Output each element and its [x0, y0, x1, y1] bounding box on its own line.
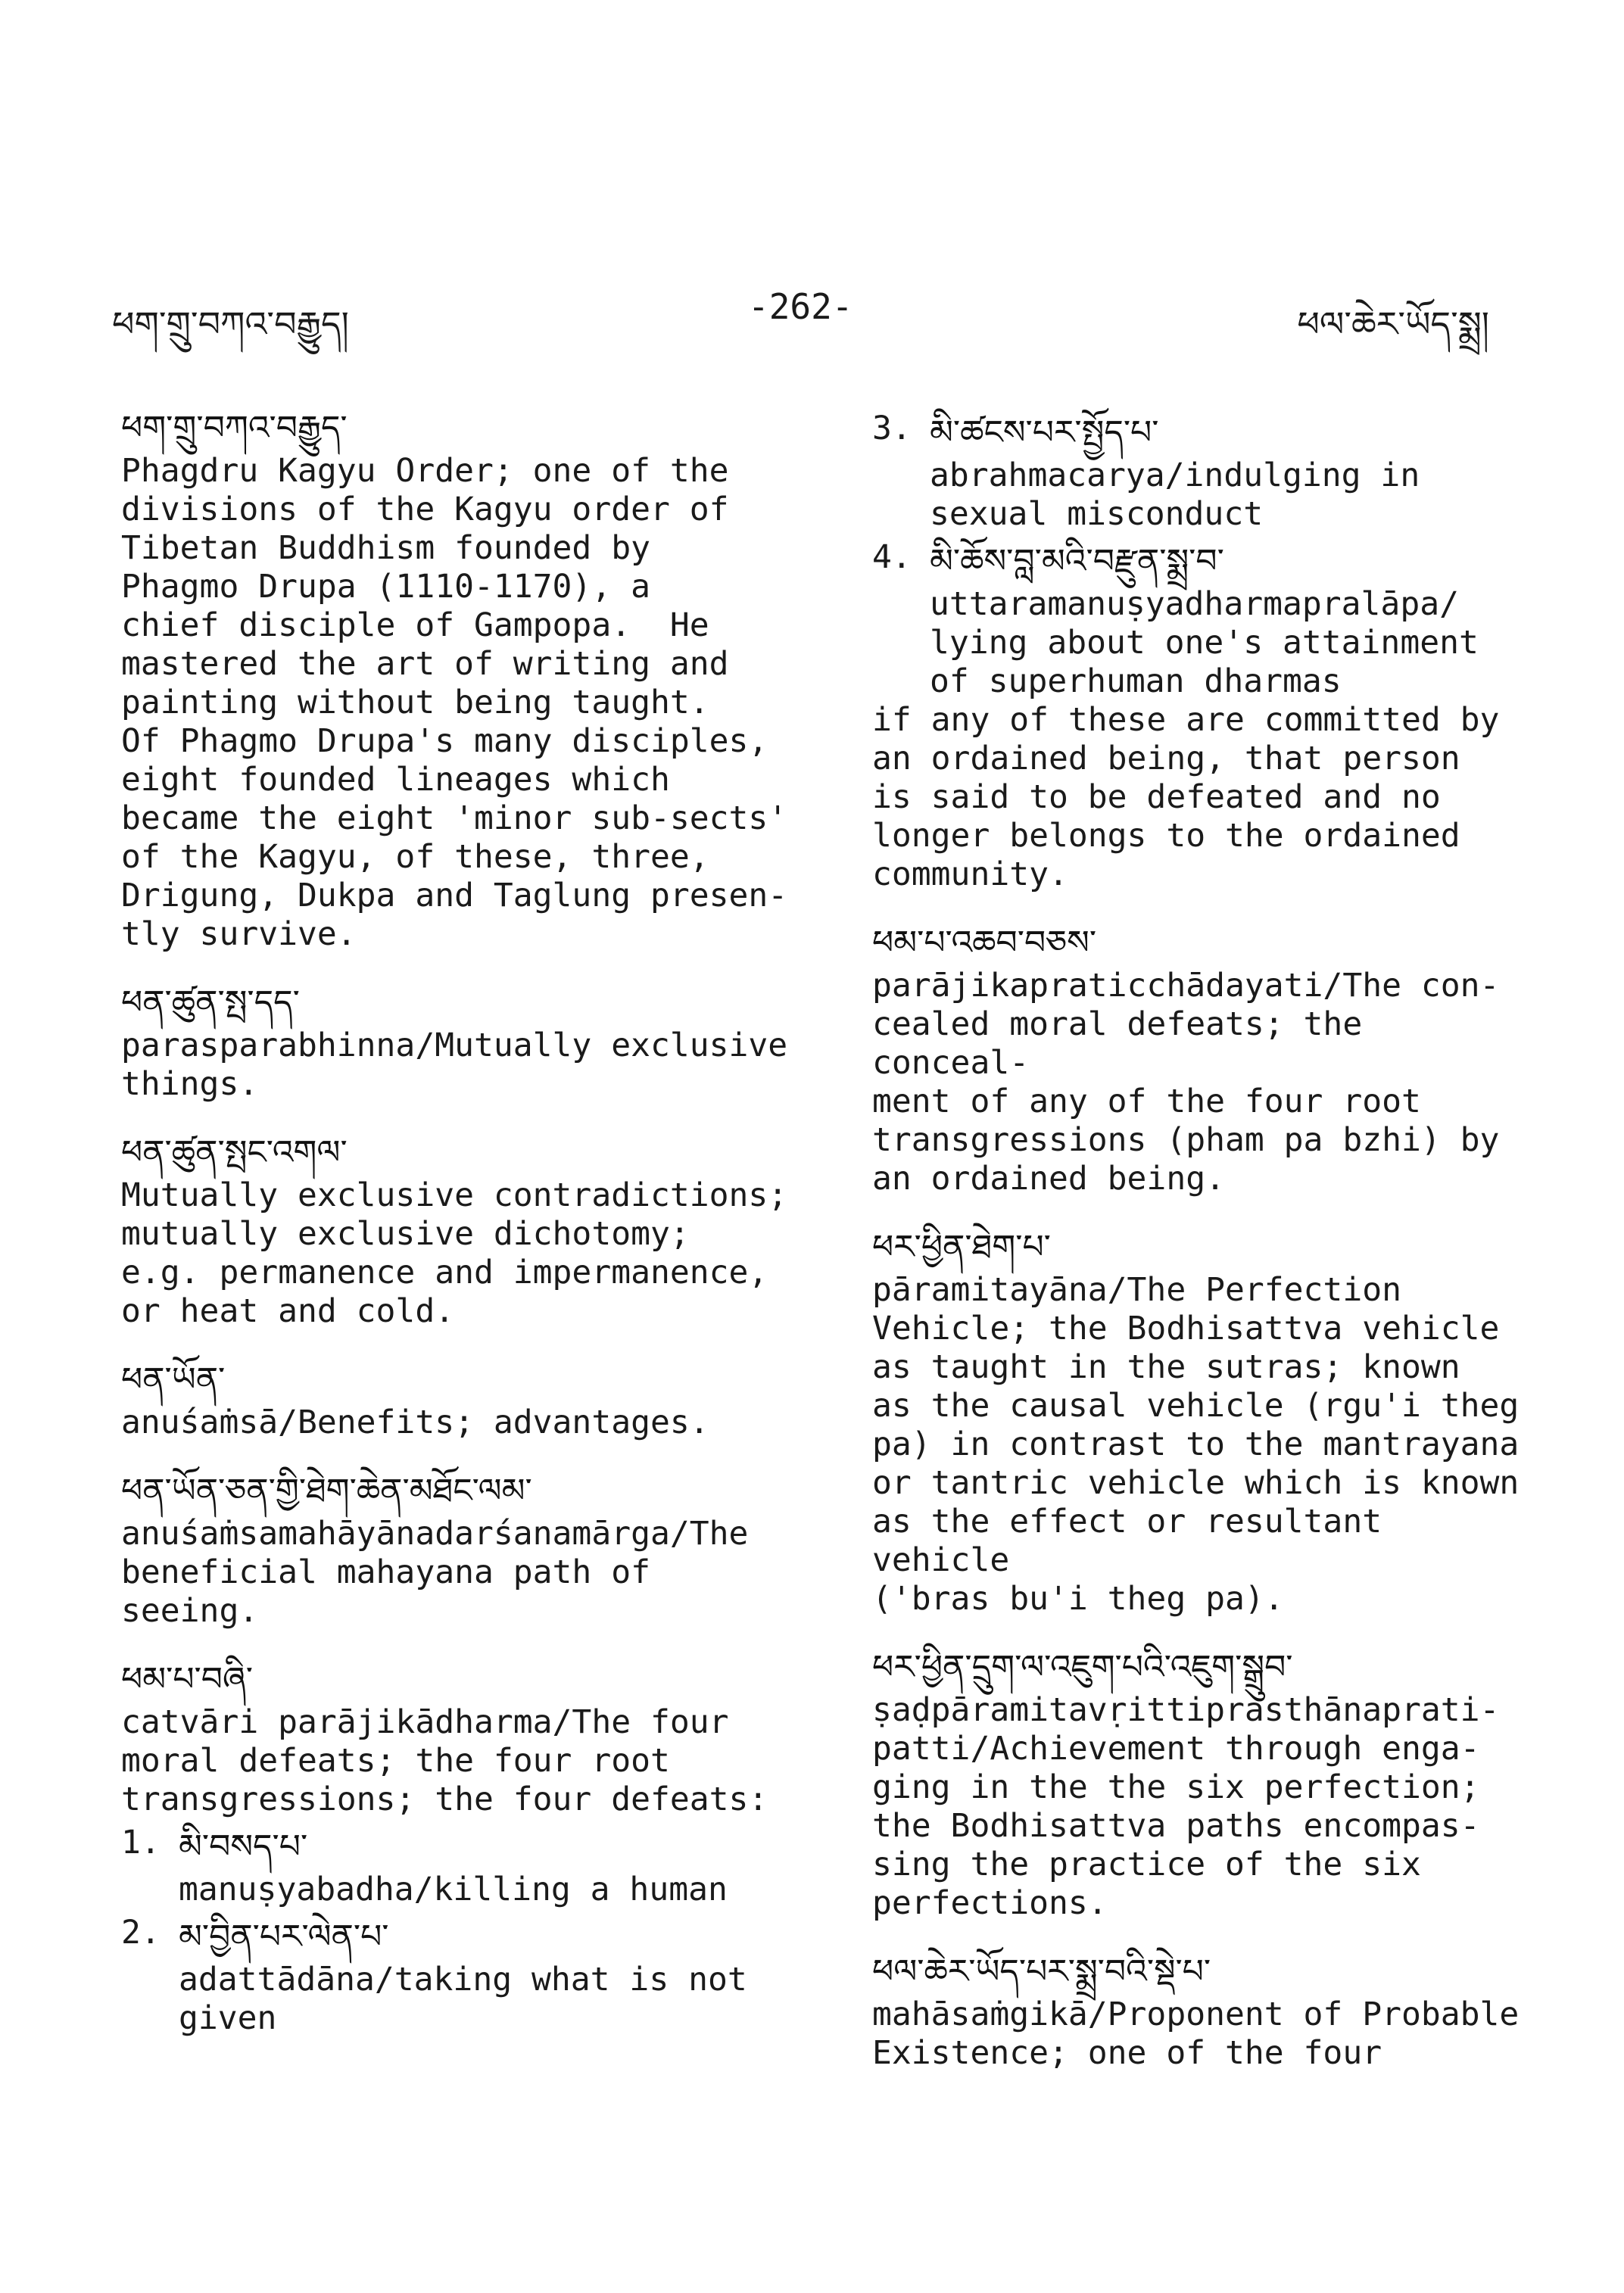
entry-definition: anuśaṁsā/Benefits; advantages. [121, 1404, 709, 1441]
entry-term: ཕམ་པ་འཆབ་བཅས་ [872, 924, 1097, 962]
glossary-entry [121, 980, 795, 1104]
entry-term: ཕམ་པ་བཞི་ [121, 1660, 254, 1699]
entry-definition: mahāsaṁgikā/Proponent of Probable Existence; one of the four [872, 1995, 1520, 2072]
list-item-term: མ་བྱིན་པར་ལེན་པ་ [179, 1918, 389, 1956]
list-continuation [872, 410, 1538, 894]
list-number: 2. [121, 1914, 161, 1952]
list-item-term: མི་བསད་པ་ [179, 1827, 308, 1866]
list-item-term: མི་ཚངས་པར་སྤྱོད་པ་ [930, 413, 1159, 452]
entry-term: ཕག་གྲུ་བཀའ་བརྒྱུད་ [121, 409, 348, 447]
list-item-term: མི་ཆོས་བླ་མའི་བརྫུན་སྨྲ་བ་ [930, 542, 1224, 581]
left-column [121, 405, 795, 2064]
list-note: if any of these are committed by an ordained being, that person is said to be defeated and no longer belongs to the ordained community. [872, 701, 1500, 893]
list-item [872, 410, 1538, 534]
entry-definition: parasparabhinna/Mutually exclusive things. [121, 1027, 788, 1103]
entry-definition: Phagdru Kagyu Order; one of the divisions of the Kagyu order of Tibetan Buddhism founded by Phagmo Drupa (1110-1170), a chief disciple of Gampopa. He mastered the art of writing and painting without being taught. Of Phagmo Drupa's many disciples, eight founded lineages which became the eight 'minor sub-sects' of the Kagyu, of these, three, Drigung, Dukpa and Taglung presen- tly survive. [121, 452, 788, 953]
running-header-left: ཕག་གྲུ་བཀའ་བརྒྱུད། [112, 304, 349, 344]
entry-term: ཕན་ཚུན་སྤ་དད་ [121, 983, 300, 1022]
page-number: -262- [748, 286, 853, 327]
list-number: 1. [121, 1824, 161, 1862]
entry-definition: Mutually exclusive contradictions; mutually exclusive dichotomy; e.g. permanence and impermanence, or heat and cold. [121, 1176, 788, 1330]
glossary-entry [872, 920, 1538, 1198]
glossary-entry [872, 1224, 1538, 1618]
entry-definition: anuśaṁsamahāyānadarśanamārga/The beneficial mahayana path of seeing. [121, 1515, 749, 1630]
glossary-entry [872, 1949, 1538, 2073]
entry-term: ཕན་ཡོན་ [121, 1360, 226, 1399]
entry-term: ཕལ་ཆེར་ཡོད་པར་སྨྲ་བའི་སྡེ་པ་ [872, 1952, 1211, 1991]
list-item-definition: abrahmacarya/indulging in sexual misconduct [930, 456, 1420, 533]
entry-term: ཕན་ཚུན་སྤང་འགལ་ [121, 1133, 348, 1172]
list-item-definition: uttaramanuṣyadharmapralāpa/ lying about one's attainment of superhuman dharmas [930, 585, 1479, 700]
entry-definition: pāramitayāna/The Perfection Vehicle; the Bodhisattva vehicle as taught in the sutras; known as the causal vehicle (rgu'i theg pa) in contrast to the mantrayana or tantric vehicle which is known as the effect or resultant vehicle ('bras bu'i theg pa). [872, 1271, 1520, 1618]
glossary-entry [121, 1468, 795, 1631]
entry-definition: ṣaḍpāramitavṛittiprasthānaprati- patti/Achievement through enga- ging in the the six perfection; the Bodhisattva paths encompas- sing the practice of the six perfections. [872, 1691, 1500, 1922]
glossary-entry [872, 1644, 1538, 1923]
entry-term: ཕན་ཡོན་ཅན་གྱི་ཐེག་ཆེན་མཐོང་ལམ་ [121, 1472, 532, 1510]
running-header-right: ཕལ་ཆེར་ཡོད་སྨྲ། [1297, 304, 1489, 344]
list-number: 4. [872, 538, 912, 576]
entry-definition: catvāri parājikādharma/The four moral defeats; the four root transgressions; the four defeats: [121, 1703, 768, 1818]
glossary-entry [121, 1129, 795, 1331]
list-item [121, 1914, 795, 2038]
list-number: 3. [872, 410, 912, 447]
glossary-entry [121, 1357, 795, 1442]
list-item [872, 538, 1538, 701]
list-item-definition: adattādāna/taking what is not given [179, 1961, 747, 2037]
glossary-entry [121, 1656, 795, 2038]
entry-term: ཕར་ཕྱིན་ཐེག་པ་ [872, 1228, 1051, 1266]
list-item [121, 1824, 795, 1909]
right-column [872, 405, 1538, 2098]
entry-term: ཕར་ཕྱིན་དྲུག་ལ་འཇུག་པའི་འཇུག་སྒྲུབ་ [872, 1648, 1293, 1687]
glossary-entry [121, 405, 795, 954]
list-item-definition: manuṣyabadha/killing a human [179, 1871, 728, 1908]
entry-definition: parājikapraticchādayati/The con- cealed moral defeats; the conceal- ment of any of the four root transgressions (pham pa bzhi) by an ordained being. [872, 967, 1500, 1198]
